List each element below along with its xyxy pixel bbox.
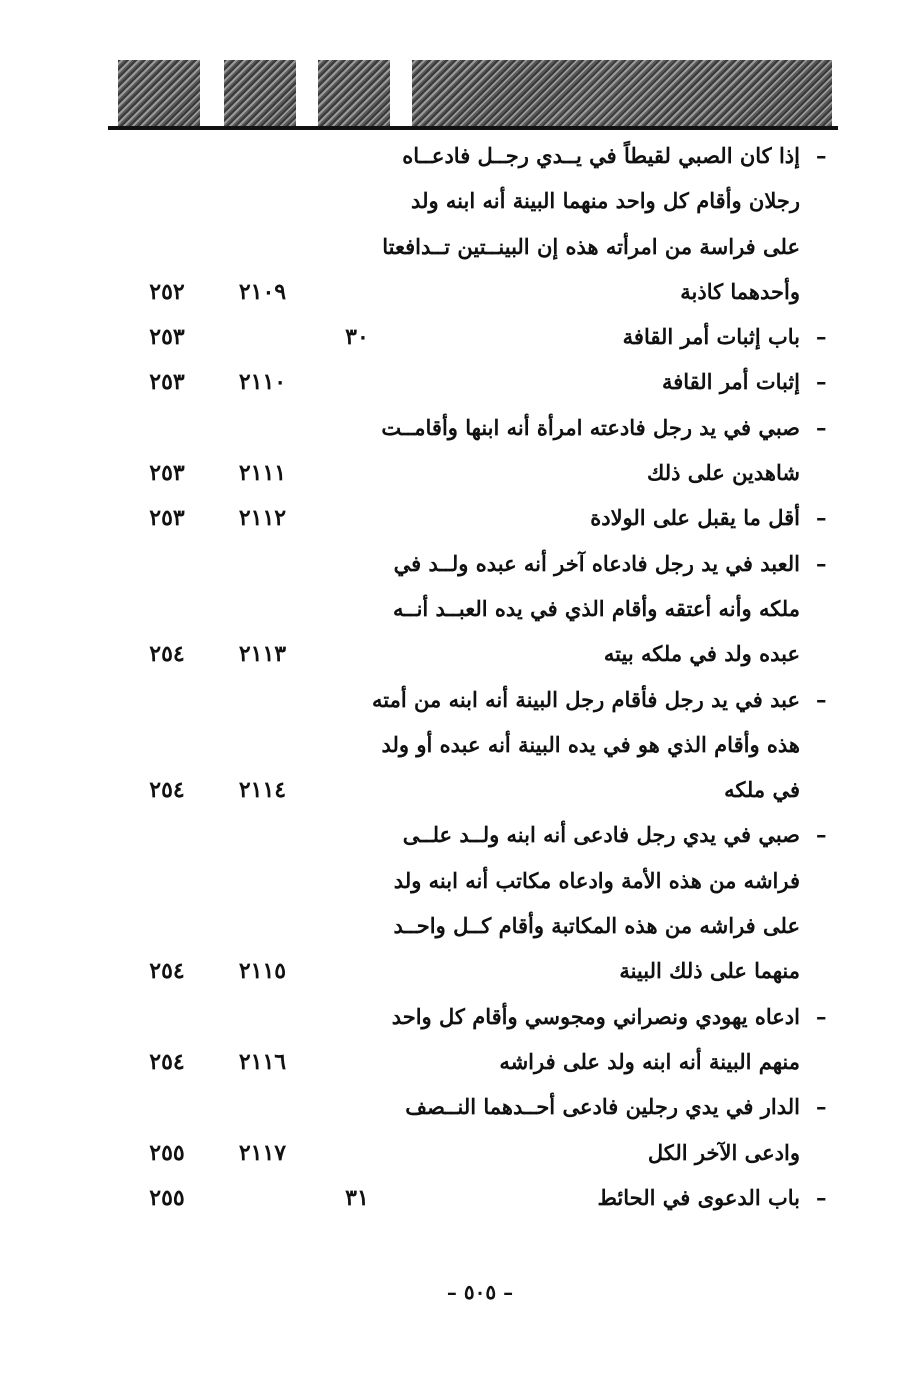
page-reference: ٢٥٥	[149, 1139, 185, 1166]
hadith-number: ٢١١٤	[238, 777, 287, 804]
bullet-dash: –	[816, 1184, 827, 1210]
toc-entry-line	[0, 455, 920, 500]
bullet-dash: –	[816, 1003, 827, 1029]
toc-entry-line	[0, 410, 920, 455]
toc-entry-text: صبي في يدي رجل فادعى أنه ابنه ولــد علــى	[402, 822, 800, 848]
toc-entry-line	[0, 1180, 920, 1225]
toc-entry-line	[0, 546, 920, 591]
bullet-dash: –	[816, 822, 827, 848]
toc-entry-text: باب الدعوى في الحائط	[597, 1184, 800, 1210]
hadith-number: ٢١١٢	[238, 505, 287, 532]
toc-entry-line	[0, 1135, 920, 1180]
bullet-dash: –	[816, 414, 827, 440]
toc-entry-line	[0, 591, 920, 636]
page-reference: ٢٥٣	[149, 324, 185, 351]
page-reference: ٢٥٤	[149, 958, 185, 985]
bullet-dash: –	[816, 369, 827, 395]
bullet-dash: –	[816, 505, 827, 531]
page-reference: ٢٥٣	[149, 369, 185, 396]
toc-entry-text: على فراشه من هذه المكاتبة وأقام كــل واحــد	[393, 913, 800, 939]
chapter-number: ٣١	[345, 1184, 369, 1211]
toc-entry-text: باب إثبات أمر القافة	[622, 324, 800, 350]
hadith-number: ٢١١٥	[238, 958, 287, 985]
page-reference: ٢٥٤	[149, 1048, 185, 1075]
toc-entry	[0, 410, 920, 501]
toc-entry-line	[0, 863, 920, 908]
header-rule	[108, 126, 838, 130]
page-reference: ٢٥٣	[149, 505, 185, 532]
bullet-dash: –	[816, 686, 827, 712]
header-ornament-block	[118, 60, 200, 128]
toc-entry-text: وادعى الآخر الكل	[647, 1139, 800, 1165]
toc-entry	[0, 546, 920, 682]
toc-entry	[0, 138, 920, 319]
toc-entry-line	[0, 817, 920, 862]
toc-entry-line	[0, 682, 920, 727]
hadith-number: ٢١١٦	[238, 1048, 287, 1075]
toc-entry-text: إذا كان الصبي لقيطاً في يــدي رجــل فادعــاه	[402, 143, 800, 168]
toc-entry-line	[0, 1044, 920, 1089]
toc-entry-text: منهما على ذلك البينة	[619, 958, 800, 984]
hadith-number: ٢١١٧	[238, 1139, 287, 1166]
toc-entry-line	[0, 364, 920, 409]
page-reference: ٢٥٥	[149, 1184, 185, 1211]
hadith-number: ٢١١٠	[238, 369, 287, 396]
toc-entry-line	[0, 636, 920, 681]
hadith-number: ٢١١٣	[238, 641, 287, 668]
table-of-contents	[0, 138, 920, 1225]
toc-entry-line	[0, 999, 920, 1044]
toc-entry	[0, 1089, 920, 1180]
toc-entry-line	[0, 953, 920, 998]
toc-entry-line	[0, 1089, 920, 1134]
toc-entry-text: عبده ولد في ملكه بيته	[603, 641, 800, 667]
bullet-dash: –	[816, 143, 827, 168]
hadith-number: ٢١١١	[238, 460, 287, 487]
toc-entry	[0, 319, 920, 364]
hadith-number: ٢١٠٩	[238, 278, 287, 305]
toc-entry-text: العبد في يد رجل فادعاه آخر أنه عبده ولــد في	[393, 550, 800, 576]
toc-entry-line	[0, 908, 920, 953]
bullet-dash: –	[816, 324, 827, 350]
toc-entry-text: على فراسة من امرأته هذه إن البينــتين تــدافعتا	[382, 233, 800, 259]
toc-entry-line	[0, 229, 920, 274]
toc-entry-text: إثبات أمر القافة	[661, 369, 800, 395]
bullet-dash: –	[816, 550, 827, 576]
toc-entry	[0, 817, 920, 998]
toc-entry	[0, 1180, 920, 1225]
toc-entry-text: فراشه من هذه الأمة وادعاه مكاتب أنه ابنه ولد	[393, 867, 800, 893]
page-reference: ٢٥٣	[149, 460, 185, 487]
toc-entry-line	[0, 319, 920, 364]
toc-entry	[0, 682, 920, 818]
toc-entry	[0, 999, 920, 1090]
header-ornament-block	[412, 60, 832, 128]
toc-entry-text: هذه وأقام الذي هو في يده البينة أنه عبده أو ولد	[381, 731, 800, 757]
toc-entry-line	[0, 727, 920, 772]
toc-entry-line	[0, 183, 920, 228]
toc-entry-text: أقل ما يقبل على الولادة	[590, 505, 800, 531]
toc-entry-text: ملكه وأنه أعتقه وأقام الذي في يده العبــد أنــه	[393, 595, 800, 621]
toc-entry-line	[0, 138, 920, 183]
toc-entry-text: عبد في يد رجل فأقام رجل البينة أنه ابنه من أمته	[372, 686, 800, 712]
page-reference: ٢٥٢	[149, 278, 185, 305]
page-reference: ٢٥٤	[149, 641, 185, 668]
page-number: – ٥٠٥ –	[446, 1280, 514, 1304]
toc-entry-line	[0, 500, 920, 545]
toc-entry-text: منهم البينة أنه ابنه ولد على فراشه	[499, 1048, 800, 1074]
page-reference: ٢٥٤	[149, 777, 185, 804]
toc-entry-line	[0, 274, 920, 319]
toc-entry	[0, 364, 920, 409]
header-ornament-block	[224, 60, 296, 128]
header-ornament-block	[318, 60, 390, 128]
toc-entry-text: شاهدين على ذلك	[647, 460, 800, 486]
toc-entry-text: في ملكه	[724, 777, 800, 803]
bullet-dash: –	[816, 1094, 827, 1120]
toc-entry-text: صبي في يد رجل فادعته امرأة أنه ابنها وأقامــت	[381, 414, 800, 440]
toc-entry-text: رجلان وأقام كل واحد منهما البينة أنه ابنه ولد	[411, 188, 800, 214]
toc-entry-text: ادعاه يهودي ونصراني ومجوسي وأقام كل واحد	[391, 1003, 800, 1029]
toc-entry	[0, 500, 920, 545]
chapter-number: ٣٠	[345, 324, 369, 351]
toc-entry-line	[0, 772, 920, 817]
toc-entry-text: الدار في يدي رجلين فادعى أحــدهما النــصف	[405, 1094, 800, 1120]
toc-entry-text: وأحدهما كاذبة	[680, 278, 800, 304]
